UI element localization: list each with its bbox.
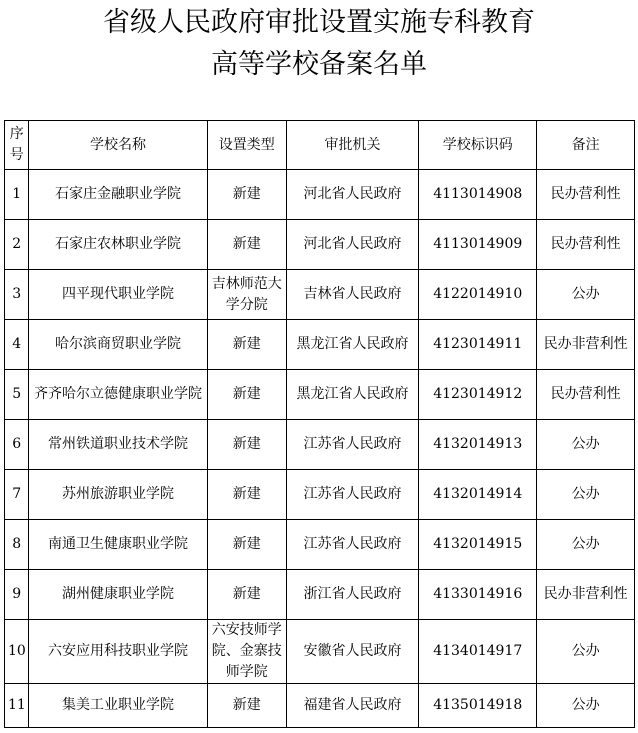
table-row	[5, 170, 635, 220]
table-row	[5, 420, 635, 470]
cell-setup-type: 新建	[207, 220, 286, 270]
table-row	[5, 270, 635, 320]
cell-school-code: 4113014909	[419, 220, 537, 270]
cell-school-code: 4134014917	[419, 620, 537, 684]
cell-school-name: 苏州旅游职业学院	[29, 470, 207, 520]
cell-school-code: 4132014914	[419, 470, 537, 520]
cell-note: 公办	[537, 520, 635, 570]
cell-note: 公办	[537, 620, 635, 684]
cell-school-code: 4132014915	[419, 520, 537, 570]
header-school-name: 学校名称	[29, 121, 207, 170]
cell-school-name: 四平现代职业学院	[29, 270, 207, 320]
cell-approval-authority: 江苏省人民政府	[286, 470, 418, 520]
cell-approval-authority: 江苏省人民政府	[286, 420, 418, 470]
cell-note: 民办营利性	[537, 220, 635, 270]
table-row	[5, 620, 635, 684]
cell-index: 7	[5, 470, 29, 520]
table-row	[5, 570, 635, 620]
cell-school-name: 南通卫生健康职业学院	[29, 520, 207, 570]
cell-setup-type: 吉林师范大学分院	[207, 270, 286, 320]
cell-school-code: 4122014910	[419, 270, 537, 320]
cell-index: 6	[5, 420, 29, 470]
table-row	[5, 684, 635, 728]
cell-approval-authority: 福建省人民政府	[286, 684, 418, 728]
cell-note: 民办非营利性	[537, 320, 635, 370]
table-row	[5, 470, 635, 520]
cell-approval-authority: 吉林省人民政府	[286, 270, 418, 320]
cell-index: 11	[5, 684, 29, 728]
cell-index: 3	[5, 270, 29, 320]
title-line-2: 高等学校备案名单	[211, 49, 427, 80]
cell-note: 公办	[537, 420, 635, 470]
title-line-1: 省级人民政府审批设置实施专科教育	[103, 7, 535, 38]
cell-setup-type: 六安技师学院、金寨技师学院	[207, 620, 286, 684]
cell-setup-type: 新建	[207, 570, 286, 620]
cell-index: 4	[5, 320, 29, 370]
cell-approval-authority: 安徽省人民政府	[286, 620, 418, 684]
cell-note: 民办营利性	[537, 170, 635, 220]
cell-school-name: 石家庄金融职业学院	[29, 170, 207, 220]
cell-approval-authority: 黑龙江省人民政府	[286, 370, 418, 420]
cell-note: 民办非营利性	[537, 570, 635, 620]
cell-index: 1	[5, 170, 29, 220]
cell-note: 公办	[537, 470, 635, 520]
cell-school-name: 集美工业职业学院	[29, 684, 207, 728]
table-header-row	[5, 121, 635, 170]
cell-index: 8	[5, 520, 29, 570]
table-row	[5, 320, 635, 370]
cell-index: 2	[5, 220, 29, 270]
header-index: 序号	[5, 121, 29, 170]
cell-approval-authority: 黑龙江省人民政府	[286, 320, 418, 370]
cell-index: 10	[5, 620, 29, 684]
header-school-code: 学校标识码	[419, 121, 537, 170]
cell-approval-authority: 河北省人民政府	[286, 170, 418, 220]
cell-note: 公办	[537, 684, 635, 728]
cell-index: 5	[5, 370, 29, 420]
cell-setup-type: 新建	[207, 520, 286, 570]
cell-school-code: 4135014918	[419, 684, 537, 728]
cell-school-name: 湖州健康职业学院	[29, 570, 207, 620]
cell-note: 公办	[537, 270, 635, 320]
header-note: 备注	[537, 121, 635, 170]
header-approval-authority: 审批机关	[286, 121, 418, 170]
cell-school-code: 4123014912	[419, 370, 537, 420]
cell-school-name: 石家庄农林职业学院	[29, 220, 207, 270]
cell-setup-type: 新建	[207, 684, 286, 728]
document-title	[0, 0, 638, 86]
cell-setup-type: 新建	[207, 320, 286, 370]
cell-school-name: 哈尔滨商贸职业学院	[29, 320, 207, 370]
cell-school-code: 4132014913	[419, 420, 537, 470]
cell-school-code: 4123014911	[419, 320, 537, 370]
cell-index: 9	[5, 570, 29, 620]
cell-setup-type: 新建	[207, 370, 286, 420]
cell-setup-type: 新建	[207, 170, 286, 220]
school-roster-table	[4, 120, 635, 728]
cell-school-name: 六安应用科技职业学院	[29, 620, 207, 684]
cell-school-code: 4133014916	[419, 570, 537, 620]
cell-setup-type: 新建	[207, 420, 286, 470]
cell-approval-authority: 河北省人民政府	[286, 220, 418, 270]
cell-note: 民办营利性	[537, 370, 635, 420]
header-setup-type: 设置类型	[207, 121, 286, 170]
cell-approval-authority: 江苏省人民政府	[286, 520, 418, 570]
table-row	[5, 370, 635, 420]
cell-school-name: 齐齐哈尔立德健康职业学院	[29, 370, 207, 420]
cell-school-name: 常州铁道职业技术学院	[29, 420, 207, 470]
table-row	[5, 520, 635, 570]
cell-approval-authority: 浙江省人民政府	[286, 570, 418, 620]
table-row	[5, 220, 635, 270]
cell-setup-type: 新建	[207, 470, 286, 520]
cell-school-code: 4113014908	[419, 170, 537, 220]
